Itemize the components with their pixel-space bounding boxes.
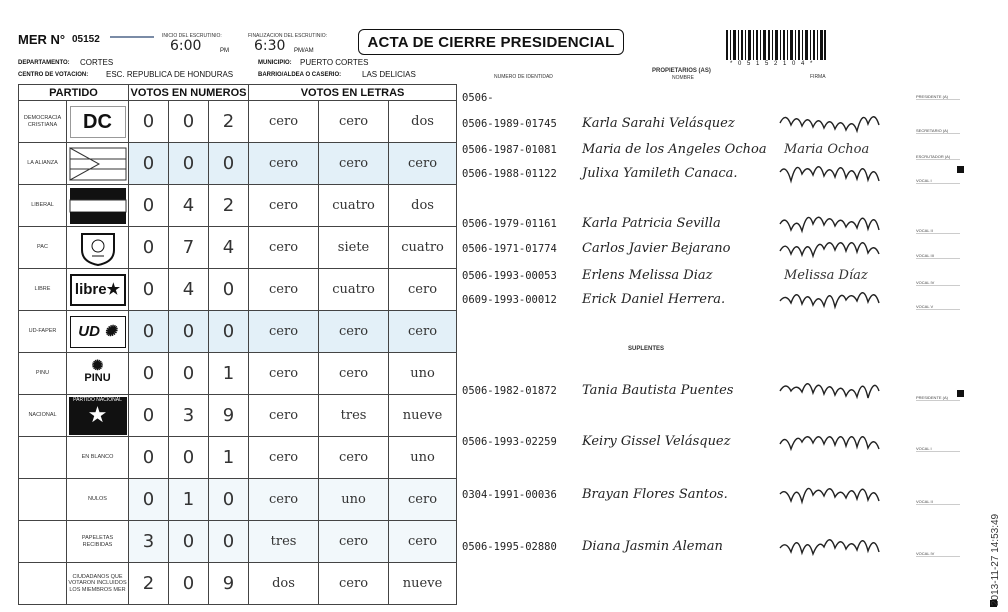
summary-digit[interactable]: 0: [129, 437, 169, 479]
summary-label: EN BLANCO: [67, 437, 129, 479]
summary-row: [19, 479, 457, 521]
nombre-column-title: NOMBRE: [672, 75, 694, 81]
inicio-unit: PM: [220, 48, 229, 54]
vote-digit[interactable]: 3: [169, 395, 209, 437]
pac-shield-icon: [78, 230, 118, 266]
fin-value: 6:30: [254, 38, 286, 54]
party-logo: [67, 353, 129, 395]
role-label: VOCAL IV: [916, 280, 960, 286]
vote-digit[interactable]: 0: [129, 311, 169, 353]
party-row: [19, 353, 457, 395]
summary-label: NULOS: [67, 479, 129, 521]
vote-word[interactable]: cuatro: [319, 185, 389, 227]
pinu-logo-icon: ✺ PINU: [84, 356, 111, 384]
vote-word[interactable]: cero: [319, 353, 389, 395]
vote-word[interactable]: dos: [389, 101, 457, 143]
party-logo: [67, 227, 129, 269]
summary-word[interactable]: tres: [249, 521, 319, 563]
party-logo: [67, 101, 129, 143]
role-label: SECRETARIO (A): [916, 128, 960, 134]
party-name: LIBRE: [19, 269, 67, 311]
vote-word[interactable]: cero: [249, 227, 319, 269]
summary-row: [19, 437, 457, 479]
inicio-value: 6:00: [170, 38, 202, 54]
municipio-label: MUNICIPIO:: [258, 60, 292, 66]
vote-digit[interactable]: 0: [209, 143, 249, 185]
role-label: PRESIDENTE (A): [916, 94, 960, 100]
party-name: PAC: [19, 227, 67, 269]
vote-digit[interactable]: 0: [129, 395, 169, 437]
summary-digit[interactable]: 1: [169, 479, 209, 521]
party-name: DEMOCRACIA CRISTIANA: [19, 101, 67, 143]
vote-digit[interactable]: 0: [169, 353, 209, 395]
summary-word[interactable]: cero: [319, 437, 389, 479]
vote-word[interactable]: cero: [249, 143, 319, 185]
votos-letras-header: VOTOS EN LETRAS: [249, 85, 457, 101]
summary-word[interactable]: cero: [319, 563, 389, 605]
vote-word[interactable]: cero: [249, 311, 319, 353]
party-logo: [67, 269, 129, 311]
nacional-logo-icon: PARTIDO NACIONAL ★: [69, 397, 127, 435]
signature-icon: [776, 104, 896, 134]
barrio-value: LAS DELICIAS: [362, 70, 416, 79]
vote-word[interactable]: cuatro: [389, 227, 457, 269]
party-row: [19, 101, 457, 143]
vote-digit[interactable]: 0: [169, 143, 209, 185]
role-label: VOCAL II: [916, 228, 960, 234]
libre-logo-icon: libre★: [70, 274, 126, 306]
identidad-column-title: NUMERO DE IDENTIDAD: [494, 74, 553, 80]
ud-logo-icon: UD ✺: [70, 316, 126, 348]
votes-table: [18, 84, 457, 605]
summary-label: CIUDADANOS QUE VOTARON INCLUIDOS LOS MIEMBROS MER: [67, 563, 129, 605]
vote-digit[interactable]: 0: [169, 311, 209, 353]
summary-word[interactable]: cero: [389, 521, 457, 563]
official-name: Maria de los Angeles Ochoa: [582, 142, 767, 157]
vote-word[interactable]: cero: [249, 101, 319, 143]
vote-word[interactable]: cero: [249, 353, 319, 395]
page-title: ACTA DE CIERRE PRESIDENCIAL: [358, 29, 624, 55]
party-row: [19, 227, 457, 269]
party-name: PINU: [19, 353, 67, 395]
vote-word[interactable]: siete: [319, 227, 389, 269]
centro-label: CENTRO DE VOTACION:: [18, 72, 89, 78]
acta-header: [0, 0, 1008, 84]
inicio-label: INICIO DEL ESCRUTINIO:: [162, 33, 222, 39]
mer-number: 05152: [72, 34, 100, 45]
municipio-value: PUERTO CORTES: [300, 58, 369, 67]
official-name: Brayan Flores Santos.: [582, 487, 728, 502]
summary-digit[interactable]: 0: [169, 563, 209, 605]
vote-digit[interactable]: 7: [169, 227, 209, 269]
vote-digit[interactable]: 0: [169, 101, 209, 143]
votos-numeros-header: VOTOS EN NUMEROS: [129, 85, 249, 101]
vote-digit[interactable]: 0: [129, 353, 169, 395]
signature-icon: [776, 475, 896, 505]
departamento-label: DEPARTAMENTO:: [18, 60, 70, 66]
party-logo: [67, 185, 129, 227]
mer-label: MER N°: [18, 32, 66, 47]
firma-column-title: FIRMA: [810, 74, 826, 80]
official-name: Julixa Yamileth Canaca.: [582, 166, 738, 181]
role-label: VOCAL III: [916, 253, 960, 259]
role-label: VOCAL I: [916, 446, 960, 452]
vote-digit[interactable]: 0: [209, 269, 249, 311]
party-logo: [67, 311, 129, 353]
vote-word[interactable]: cero: [319, 311, 389, 353]
summary-digit[interactable]: 9: [209, 563, 249, 605]
vote-digit[interactable]: 2: [209, 185, 249, 227]
vote-word[interactable]: cero: [389, 143, 457, 185]
signature-icon: [776, 371, 896, 401]
party-row: [19, 269, 457, 311]
identity-number: 0506-1995-02880: [462, 541, 557, 553]
dc-logo-icon: DC: [70, 106, 126, 138]
party-name: UD-FAPER: [19, 311, 67, 353]
vote-word[interactable]: cero: [249, 269, 319, 311]
votes-table-header: [19, 85, 457, 101]
party-row: [19, 311, 457, 353]
summary-digit[interactable]: 0: [209, 521, 249, 563]
summary-digit[interactable]: 1: [209, 437, 249, 479]
summary-word[interactable]: cero: [389, 479, 457, 521]
propietarios-title: PROPIETARIOS (AS): [652, 68, 711, 74]
identity-number: 0506-: [462, 92, 494, 104]
official-name: Karla Patricia Sevilla: [582, 216, 721, 231]
vote-digit[interactable]: 0: [129, 185, 169, 227]
summary-row: [19, 521, 457, 563]
vote-digit[interactable]: 0: [129, 269, 169, 311]
signature-text: Maria Ochoa: [784, 142, 870, 157]
vote-word[interactable]: dos: [389, 185, 457, 227]
identity-number: 0506-1988-01122: [462, 168, 557, 180]
identity-number: 0506-1993-00053: [462, 270, 557, 282]
summary-label: PAPELETAS RECIBIDAS: [67, 521, 129, 563]
official-name: Karla Sarahi Velásquez: [582, 116, 735, 131]
identity-number: 0609-1993-00012: [462, 294, 557, 306]
vote-word[interactable]: cero: [319, 143, 389, 185]
party-name: LA ALIANZA: [19, 143, 67, 185]
departamento-value: CORTES: [80, 58, 114, 67]
summary-digit[interactable]: 0: [209, 479, 249, 521]
summary-digit[interactable]: 0: [169, 521, 209, 563]
official-name: Erlens Melissa Diaz: [582, 268, 713, 283]
official-name: Erick Daniel Herrera.: [582, 292, 726, 307]
summary-digit[interactable]: 2: [129, 563, 169, 605]
vote-word[interactable]: nueve: [389, 395, 457, 437]
summary-word[interactable]: uno: [319, 479, 389, 521]
vote-digit[interactable]: 1: [209, 353, 249, 395]
vote-digit[interactable]: 0: [209, 311, 249, 353]
barcode-number: * 0 5 1 5 2 1 0 4 *: [730, 61, 815, 67]
vote-digit[interactable]: 9: [209, 395, 249, 437]
signature-icon: [776, 229, 896, 259]
summary-word[interactable]: dos: [249, 563, 319, 605]
identity-number: 0304-1991-00036: [462, 489, 557, 501]
electoral-logo-icon: [110, 36, 154, 46]
fin-label: FINALIZACION DEL ESCRUTINIO:: [248, 33, 327, 39]
summary-word[interactable]: cero: [249, 479, 319, 521]
vote-word[interactable]: cero: [319, 101, 389, 143]
summary-digit[interactable]: 3: [129, 521, 169, 563]
identity-number: 0506-1979-01161: [462, 218, 557, 230]
party-logo: [67, 143, 129, 185]
barrio-label: BARRIO/ALDEA O CASERIO:: [258, 72, 342, 78]
fin-unit: PM/AM: [294, 48, 314, 54]
party-row: [19, 395, 457, 437]
liberal-flag-icon: [69, 188, 127, 224]
identity-number: 0506-1989-01745: [462, 118, 557, 130]
vote-digit[interactable]: 0: [129, 227, 169, 269]
signature-icon: [776, 422, 896, 452]
role-label: VOCAL I: [916, 178, 960, 184]
vote-digit[interactable]: 0: [129, 101, 169, 143]
vote-digit[interactable]: 4: [169, 269, 209, 311]
identity-number: 0506-1971-01774: [462, 243, 557, 255]
signature-text: Melissa Díaz: [784, 268, 868, 283]
vote-digit[interactable]: 2: [209, 101, 249, 143]
official-name: Carlos Javier Bejarano: [582, 241, 731, 256]
identity-number: 0506-1993-02259: [462, 436, 557, 448]
identity-number: 0506-1982-01872: [462, 385, 557, 397]
vote-word[interactable]: cero: [389, 269, 457, 311]
vote-word[interactable]: tres: [319, 395, 389, 437]
official-name: Tania Bautista Puentes: [582, 383, 734, 398]
vote-word[interactable]: cero: [389, 311, 457, 353]
alianza-flag-icon: [69, 147, 127, 181]
role-label: VOCAL IV: [916, 551, 960, 557]
vote-digit[interactable]: 4: [209, 227, 249, 269]
role-label: ESCRUTADOR (A): [916, 154, 960, 160]
summary-digit[interactable]: 0: [129, 479, 169, 521]
vote-word[interactable]: cero: [249, 185, 319, 227]
registration-mark: [957, 390, 964, 397]
summary-digit[interactable]: 0: [169, 437, 209, 479]
official-name: Diana Jasmin Aleman: [582, 539, 723, 554]
signature-icon: [776, 280, 896, 310]
centro-value: ESC. REPUBLICA DE HONDURAS: [106, 70, 234, 79]
party-name: LIBERAL: [19, 185, 67, 227]
role-label: VOCAL II: [916, 499, 960, 505]
role-label: PRESIDENTE (A): [916, 395, 960, 401]
registration-mark: [957, 166, 964, 173]
party-row: [19, 185, 457, 227]
party-row: [19, 143, 457, 185]
summary-word[interactable]: uno: [389, 437, 457, 479]
vote-word[interactable]: cero: [249, 395, 319, 437]
official-name: Keiry Gissel Velásquez: [582, 434, 731, 449]
vote-digit[interactable]: 0: [129, 143, 169, 185]
party-logo: [67, 395, 129, 437]
identity-number: 0506-1987-01081: [462, 144, 557, 156]
vote-word[interactable]: uno: [389, 353, 457, 395]
role-label: VOCAL V: [916, 304, 960, 310]
scan-timestamp: 2013-11-27 14:53:49: [990, 513, 1001, 606]
barcode-icon: [726, 30, 826, 60]
summary-word[interactable]: cero: [249, 437, 319, 479]
signature-icon: [776, 154, 896, 184]
vote-word[interactable]: cuatro: [319, 269, 389, 311]
suplentes-title: SUPLENTES: [628, 346, 665, 352]
summary-word[interactable]: cero: [319, 521, 389, 563]
vote-digit[interactable]: 4: [169, 185, 209, 227]
summary-row: [19, 563, 457, 605]
summary-word[interactable]: nueve: [389, 563, 457, 605]
signature-icon: [776, 527, 896, 557]
partido-header: PARTIDO: [19, 85, 129, 101]
party-name: NACIONAL: [19, 395, 67, 437]
